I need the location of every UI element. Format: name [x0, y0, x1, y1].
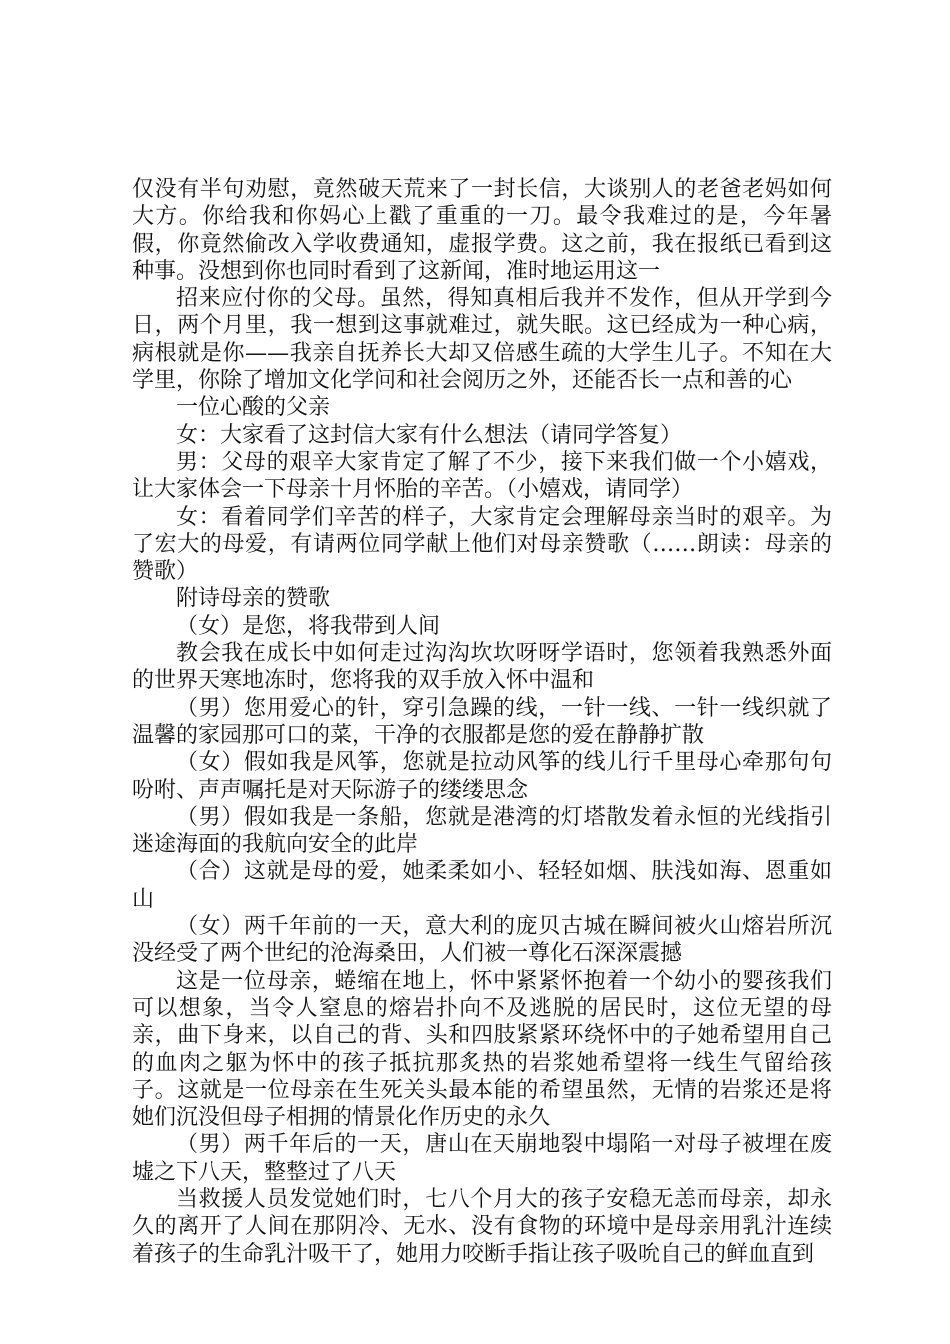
poem-line-male-2: （男）假如我是一条船，您就是港湾的灯塔散发着永恒的光线指引迷途海面的我航向安全的此岸: [132, 804, 832, 858]
document-body: [132, 176, 832, 1268]
poem-line-male-3: （男）两千年后的一天，唐山在天崩地裂中塌陷一对母子被埋在废墟之下八天，整整过了八天: [132, 1132, 832, 1185]
poem-line-together: （合）这就是母的爱，她柔柔如小、轻轻如烟、肤浅如海、恩重如山: [132, 859, 832, 912]
paragraph-male-host-1: 男：父母的艰辛大家肯定了解了不少，接下来我们做一个小嬉戏，让大家体会一下母亲十月怀胎的辛苦。（小嬉戏，请同学）: [132, 449, 832, 503]
poem-title: 附诗母亲的赞歌: [176, 586, 331, 612]
poem-line-male-1: （男）您用爱心的针，穿引急躁的线，一针一线、一针一线织就了温馨的家园那可口的菜，干净的衣服都是您的爱在静静扩散: [132, 695, 832, 748]
paragraph-letter-continuation: 仅没有半句劝慰，竟然破天荒来了一封长信，大谈别人的老爸老妈如何大方。你给我和你妈心上戳了重重的一刀。最令我难过的是，今年暑假，你竟然偷改入学收费通知，虚报学费。这之前，我在报纸已看到这种事。没想到你也同时看到了这新闻，准时地运用这一: [132, 177, 832, 284]
poem-line-female-1: （女）是您，将我带到人间: [176, 613, 441, 639]
poem-line-1: 教会我在成长中如何走过沟沟坎坎呀呀学语时，您领着我熟悉外面的世界天寒地冻时，您将我的双手放入怀中温和: [132, 641, 832, 694]
paragraph-female-host-2: 女：看着同学们辛苦的样子，大家肯定会理解母亲当时的艰辛。为了宏大的母爱，有请两位同学献上他们对母亲赞歌（……朗读：母亲的赞歌）: [132, 504, 832, 585]
paragraph-pompeii-mother: 这是一位母亲，蜷缩在地上，怀中紧紧怀抱着一个幼小的婴孩我们可以想象，当令人窒息的熔岩扑向不及逃脱的居民时，这位无望的母亲，曲下身来，以自己的背、头和四肢紧紧环绕怀中的子她希望用自己的血肉之躯为怀中的孩子抵抗那炙热的岩浆她希望将一线生气留给孩子。这就是一位母亲在生死关头最本能的希望虽然，无情的岩浆还是将她们沉没但母子相拥的情景化作历史的永久: [132, 968, 832, 1131]
paragraph-tangshan-mother: 当救援人员发觉她们时，七八个月大的孩子安稳无恙而母亲，却永久的离开了人间在那阴冷、无水、没有食物的环境中是母亲用乳汁连续着孩子的生命乳汁吸干了，她用力咬断手指让孩子吸吮自己的鲜血直到: [132, 1186, 832, 1267]
poem-line-female-2: （女）假如我是风筝，您就是拉动风筝的线儿行千里母心牵那句句吩咐、声声嘱托是对天际游子的缕缕思念: [132, 750, 832, 803]
paragraph-female-host-1: 女：大家看了这封信大家有什么想法（请同学答复）: [176, 422, 683, 448]
poem-line-female-3: （女）两千年前的一天，意大利的庞贝古城在瞬间被火山熔岩所沉没经受了两个世纪的沧海桑田，人们被一尊化石深深震撼: [132, 914, 832, 967]
paragraph-letter-continuation-2: 招来应付你的父母。虽然，得知真相后我并不发作，但从开学到今日，两个月里，我一想到这事就难过，就失眠。这已经成为一种心病，病根就是你——我亲自抚养长大却又倍感生疏的大学生儿子。不知在大学里，你除了增加文化学问和社会阅历之外，还能否长一点和善的心: [132, 286, 832, 394]
letter-signature: 一位心酸的父亲: [176, 395, 331, 421]
